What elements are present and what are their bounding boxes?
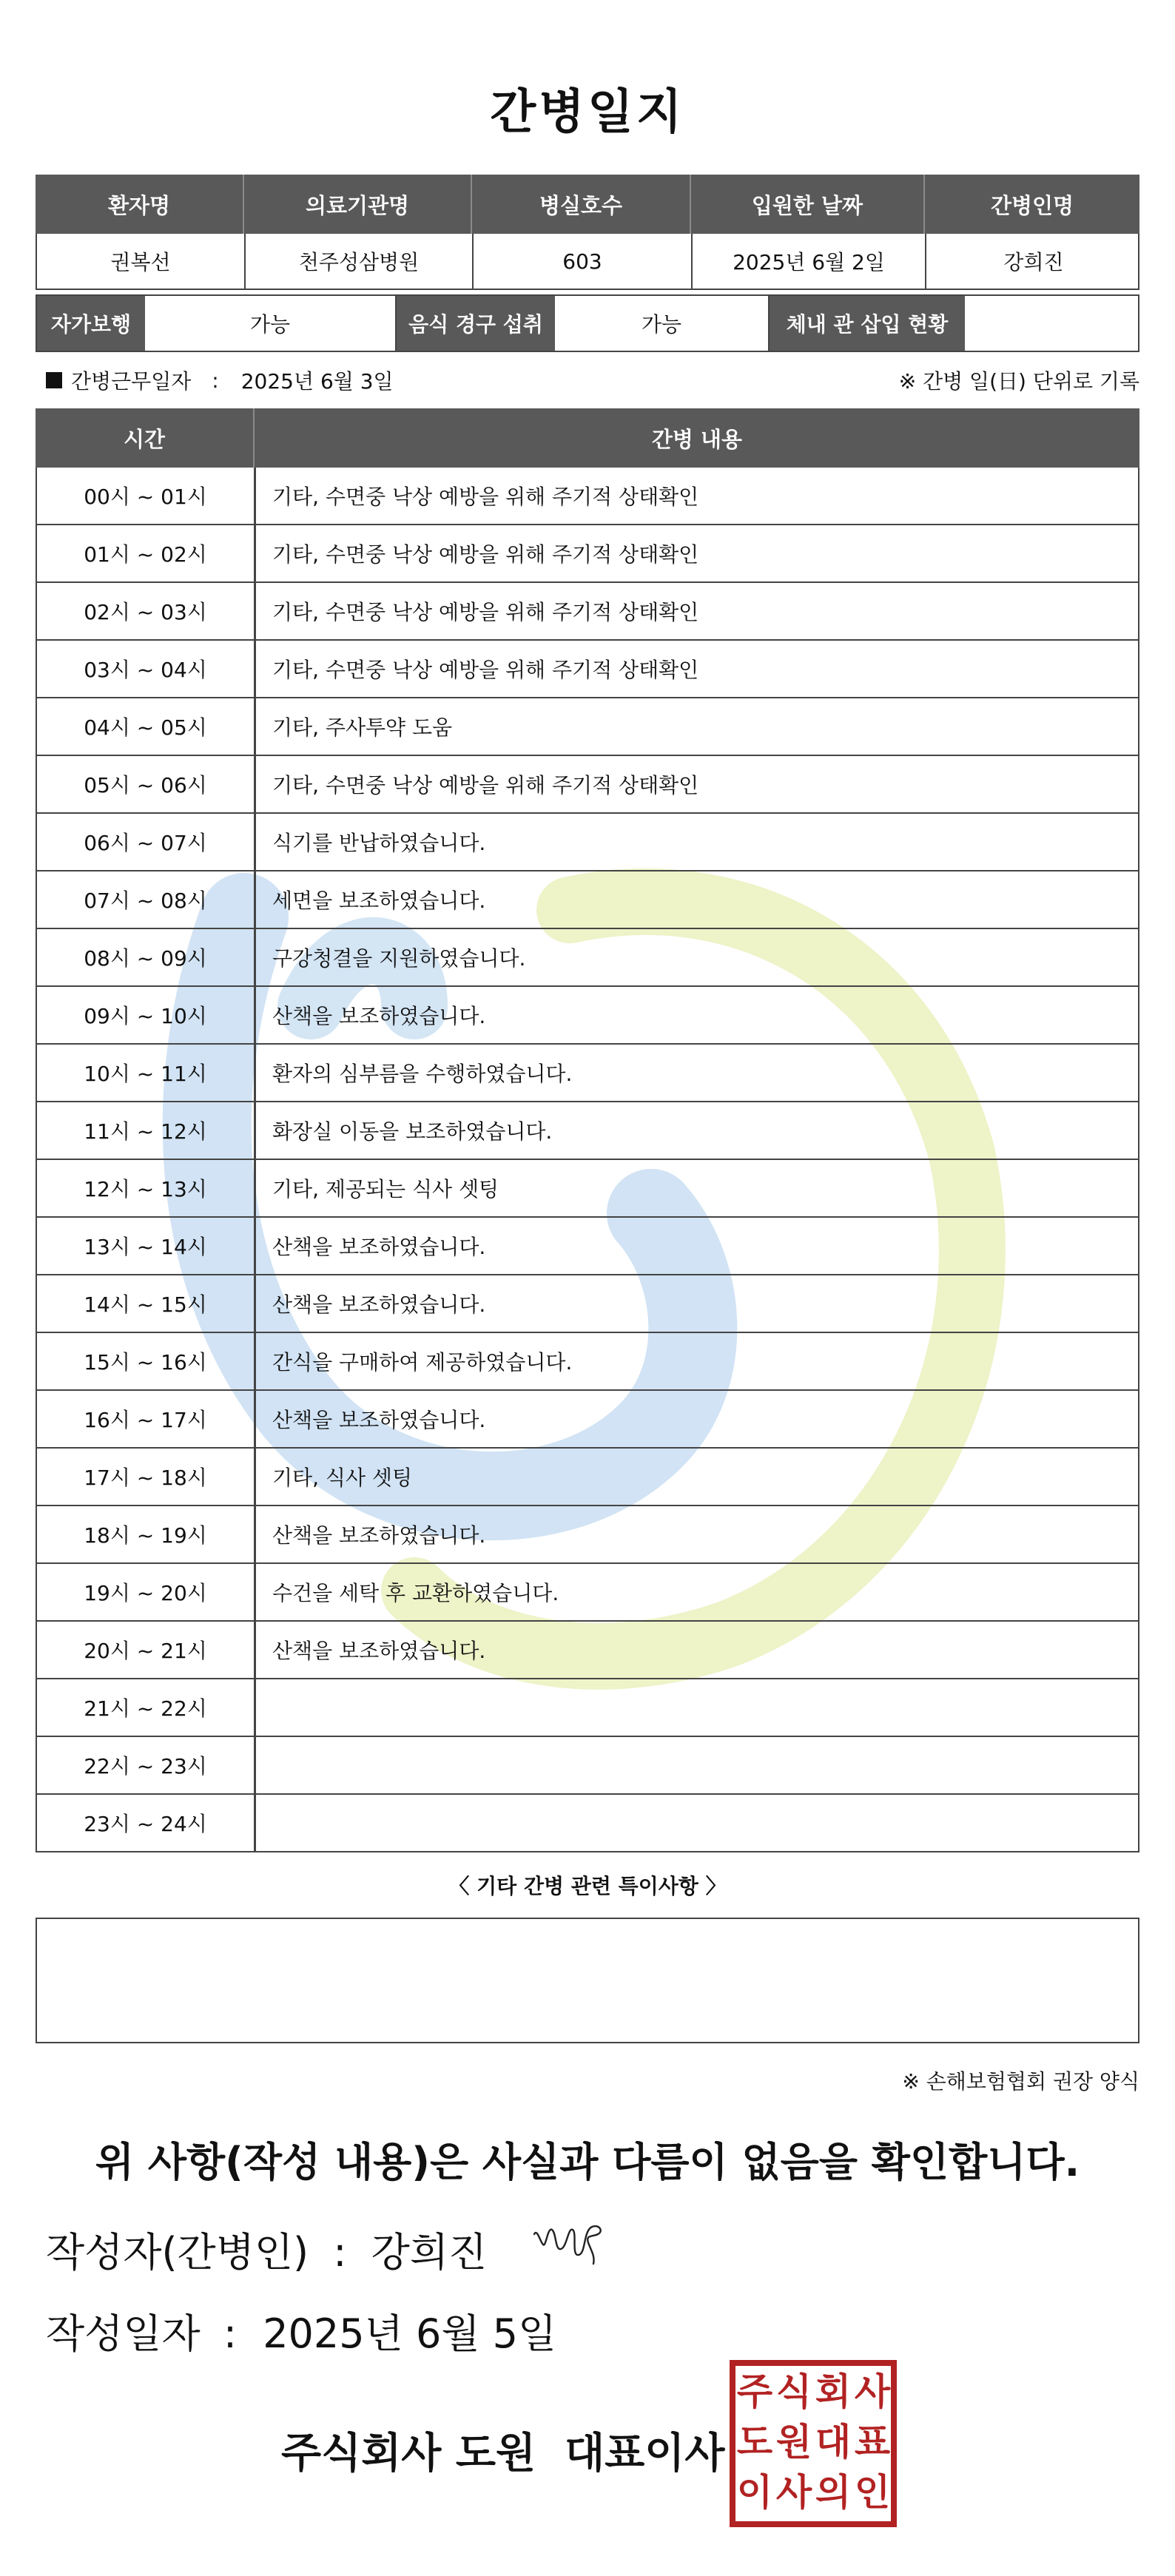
- log-row: [36, 1564, 1139, 1622]
- log-time-cell: 10시 ~ 11시: [37, 1045, 256, 1101]
- log-row: [36, 871, 1139, 929]
- log-content-cell: 기타, 수면중 낙상 예방을 위해 주기적 상태확인: [272, 485, 699, 509]
- header-room: 병실호수: [472, 175, 691, 234]
- writer-label: 작성자(간병인): [46, 2229, 309, 2276]
- log-content-cell: 구강청결을 지원하였습니다.: [272, 946, 526, 971]
- log-time-cell: 12시 ~ 13시: [37, 1160, 256, 1216]
- room-number: 603: [474, 234, 693, 289]
- log-content-cell: 기타, 주사투약 도움: [272, 715, 453, 740]
- header-hospital: 의료기관명: [244, 175, 472, 234]
- log-time-cell: 16시 ~ 17시: [37, 1391, 256, 1447]
- log-row: [36, 1737, 1139, 1795]
- log-content-cell: [256, 1737, 1141, 1793]
- log-content-cell: 기타, 수면중 낙상 예방을 위해 주기적 상태확인: [272, 542, 699, 567]
- written-date-line: [46, 2302, 556, 2359]
- log-row: [36, 1333, 1139, 1391]
- remarks-title: 〈 기타 간병 관련 특이사항 〉: [448, 1874, 727, 1898]
- log-row: [36, 1449, 1139, 1506]
- standard-form-note: ※ 손해보험협회 권장 양식: [902, 2069, 1139, 2094]
- writer-line: [46, 2221, 487, 2278]
- log-row: [36, 1622, 1139, 1679]
- log-time-cell: 15시 ~ 16시: [37, 1333, 256, 1389]
- oral-intake-value: 가능: [555, 296, 770, 351]
- log-time-cell: 19시 ~ 20시: [37, 1564, 256, 1620]
- writer-colon: :: [333, 2229, 347, 2276]
- info-value-row: [36, 234, 1139, 290]
- log-time-cell: 05시 ~ 06시: [37, 756, 256, 812]
- care-log-table: [36, 408, 1139, 1852]
- log-row: [36, 1218, 1139, 1275]
- log-content-cell: 산책을 보조하였습니다.: [272, 1004, 486, 1028]
- confirmation-statement: 위 사항(작성 내용)은 사실과 다름이 없음을 확인합니다.: [95, 2139, 1080, 2185]
- log-time-cell: 13시 ~ 14시: [37, 1218, 256, 1274]
- log-row: [36, 583, 1139, 641]
- log-row: [36, 1795, 1139, 1852]
- log-row: [36, 1045, 1139, 1102]
- log-time-cell: 03시 ~ 04시: [37, 641, 256, 697]
- header-patient-name: 환자명: [36, 175, 244, 234]
- company-representative: 주식회사 도원 대표이사: [281, 2430, 725, 2478]
- log-content-cell: 기타, 식사 셋팅: [272, 1466, 412, 1490]
- seal-glyph: 인: [854, 2471, 891, 2514]
- seal-glyph: 사: [775, 2471, 812, 2514]
- seal-glyph: 원: [775, 2421, 812, 2464]
- written-date-value: 2025년 6월 5일: [263, 2310, 557, 2357]
- log-content-cell: 산책을 보조하였습니다.: [272, 1408, 486, 1432]
- log-row: [36, 525, 1139, 583]
- log-content-cell: 기타, 수면중 낙상 예방을 위해 주기적 상태확인: [272, 658, 699, 682]
- log-content-cell: 화장실 이동을 보조하였습니다.: [272, 1119, 553, 1144]
- daily-record-note: ※ 간병 일(日) 단위로 기록: [898, 369, 1139, 394]
- header-admit-date: 입원한 날짜: [691, 175, 925, 234]
- log-row: [36, 929, 1139, 987]
- log-content-cell: [256, 1795, 1141, 1851]
- tube-status-value: [965, 296, 1141, 351]
- log-content-cell: 기타, 제공되는 식사 셋팅: [272, 1177, 499, 1201]
- log-time-cell: 04시 ~ 05시: [37, 698, 256, 755]
- log-time-cell: 22시 ~ 23시: [37, 1737, 256, 1793]
- log-content-cell: 간식을 구매하여 제공하였습니다.: [272, 1350, 573, 1375]
- log-row: [36, 698, 1139, 756]
- square-bullet-icon: [46, 372, 62, 388]
- log-time-cell: 14시 ~ 15시: [37, 1275, 256, 1332]
- writer-name: 강희진: [371, 2229, 488, 2276]
- work-date-colon: :: [212, 368, 219, 393]
- seal-glyph: 표: [854, 2421, 891, 2464]
- header-content: 간병 내용: [255, 408, 1139, 468]
- log-row: [36, 987, 1139, 1045]
- page-title: 간병일지: [490, 85, 685, 140]
- seal-glyph: 식: [775, 2370, 812, 2413]
- signature-image: [530, 2212, 611, 2271]
- log-time-cell: 08시 ~ 09시: [37, 929, 256, 985]
- log-content-cell: 수건을 세탁 후 교환하였습니다.: [272, 1581, 559, 1605]
- admit-date: 2025년 6월 2일: [693, 234, 926, 289]
- seal-glyph: 도: [736, 2421, 773, 2464]
- seal-glyph: 대: [815, 2421, 852, 2464]
- log-row: [36, 1391, 1139, 1449]
- walk-value: 가능: [145, 296, 397, 351]
- log-time-cell: 00시 ~ 01시: [37, 468, 256, 524]
- log-content-cell: 환자의 심부름을 수행하였습니다.: [272, 1062, 573, 1086]
- log-time-cell: 21시 ~ 22시: [37, 1679, 256, 1736]
- seal-glyph: 이: [736, 2471, 773, 2514]
- header-caregiver: 간병인명: [925, 175, 1139, 234]
- log-row: [36, 1679, 1139, 1737]
- log-content-cell: 산책을 보조하였습니다.: [272, 1639, 486, 1663]
- work-date-label: 간병근무일자: [71, 369, 192, 394]
- remarks-box: [36, 1918, 1139, 2043]
- company-seal-stamp: [728, 2358, 898, 2529]
- log-row: [36, 1506, 1139, 1564]
- log-time-cell: 09시 ~ 10시: [37, 987, 256, 1043]
- log-time-cell: 20시 ~ 21시: [37, 1622, 256, 1678]
- log-row: [36, 468, 1139, 525]
- log-content-cell: 산책을 보조하였습니다.: [272, 1235, 486, 1259]
- hospital-name: 천주성삼병원: [246, 234, 474, 289]
- tube-status-label: 체내 관 삽입 현황: [770, 296, 965, 351]
- log-row: [36, 1160, 1139, 1218]
- log-time-cell: 23시 ~ 24시: [37, 1795, 256, 1851]
- work-date-line: [46, 365, 394, 395]
- log-content-cell: [256, 1679, 1141, 1736]
- info-header-row: [36, 175, 1139, 234]
- log-content-cell: 산책을 보조하였습니다.: [272, 1292, 486, 1317]
- log-time-cell: 11시 ~ 12시: [37, 1102, 256, 1159]
- log-time-cell: 02시 ~ 03시: [37, 583, 256, 639]
- seal-glyph: 의: [815, 2471, 852, 2514]
- log-content-cell: 세면을 보조하였습니다.: [272, 889, 486, 913]
- caregiver-name: 강희진: [1003, 250, 1064, 274]
- log-time-cell: 18시 ~ 19시: [37, 1506, 256, 1562]
- log-time-cell: 01시 ~ 02시: [37, 525, 256, 581]
- seal-glyph: 주: [736, 2370, 773, 2413]
- log-row: [36, 1275, 1139, 1333]
- walk-label: 자가보행: [37, 296, 145, 351]
- log-row: [36, 1102, 1139, 1160]
- log-content-cell: 기타, 수면중 낙상 예방을 위해 주기적 상태확인: [272, 600, 699, 624]
- status-row: [36, 294, 1139, 352]
- log-time-cell: 06시 ~ 07시: [37, 814, 256, 870]
- written-date-colon: :: [223, 2310, 238, 2357]
- header-time: 시간: [36, 408, 255, 468]
- seal-glyph: 회: [815, 2370, 852, 2413]
- log-header-row: [36, 408, 1139, 468]
- log-row: [36, 814, 1139, 871]
- seal-glyph: 사: [854, 2370, 891, 2413]
- log-rows: [36, 468, 1139, 1852]
- patient-name: 권복선: [37, 234, 246, 289]
- log-time-cell: 17시 ~ 18시: [37, 1449, 256, 1505]
- log-row: [36, 641, 1139, 698]
- log-content-cell: 기타, 수면중 낙상 예방을 위해 주기적 상태확인: [272, 773, 699, 798]
- log-content-cell: 산책을 보조하였습니다.: [272, 1523, 486, 1548]
- log-row: [36, 756, 1139, 814]
- written-date-label: 작성일자: [46, 2310, 201, 2357]
- log-time-cell: 07시 ~ 08시: [37, 871, 256, 928]
- work-date-value: 2025년 6월 3일: [240, 369, 394, 394]
- oral-intake-label: 음식 경구 섭취: [397, 296, 555, 351]
- log-content-cell: 식기를 반납하였습니다.: [272, 831, 486, 855]
